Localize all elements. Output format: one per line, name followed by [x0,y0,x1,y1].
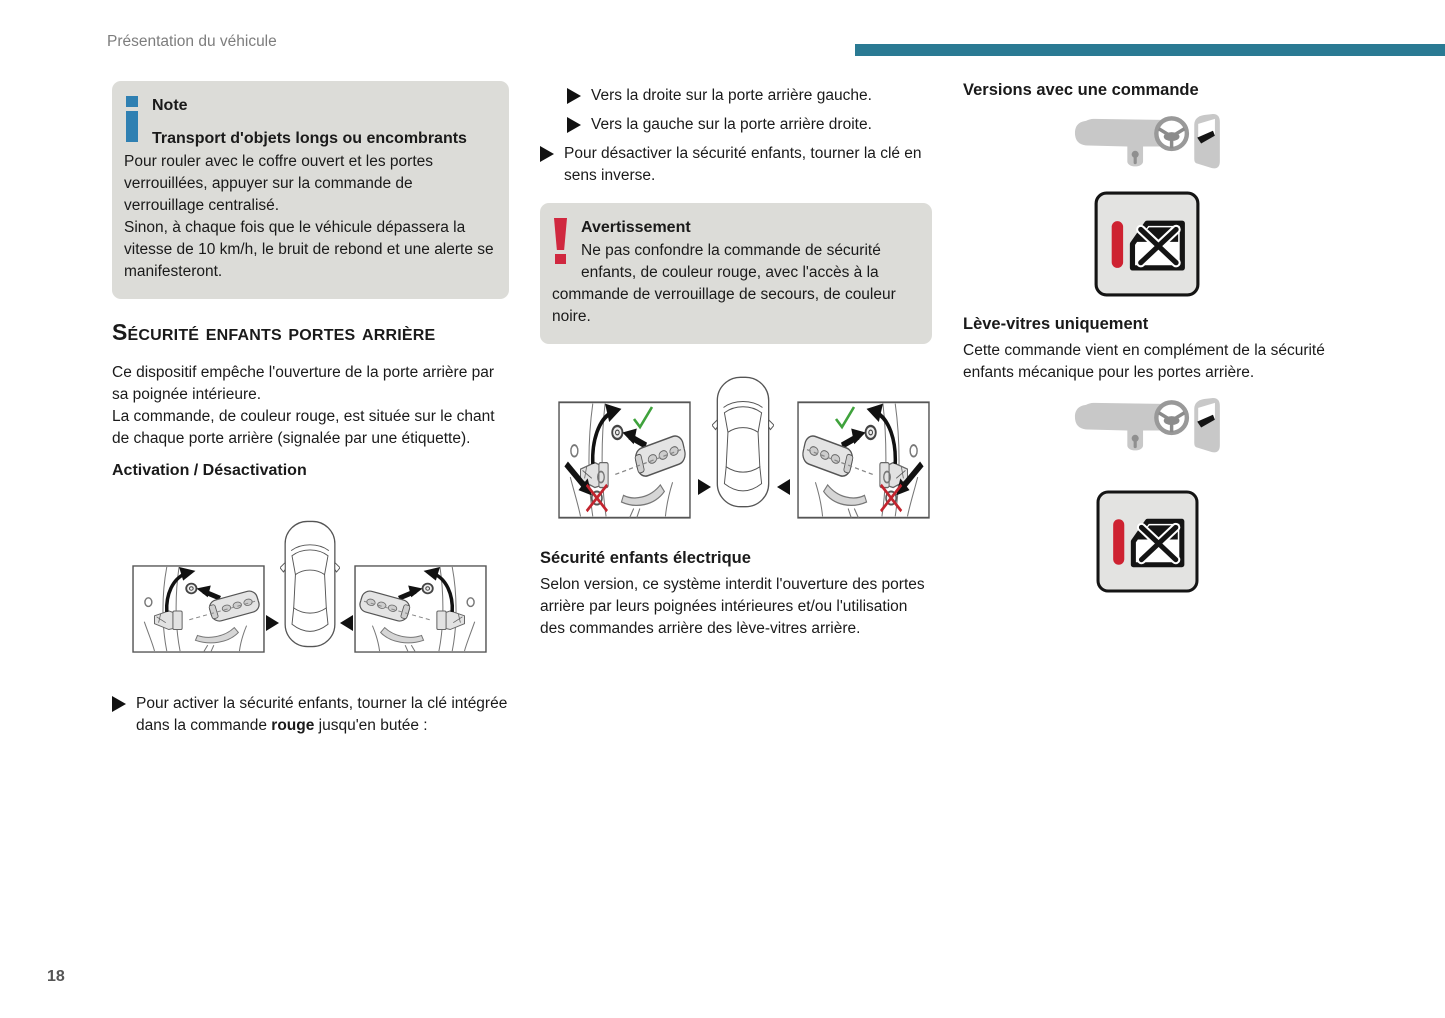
electric-childlock-diagram [548,363,940,521]
list-item: Vers la droite sur la porte arrière gauche. [567,85,932,107]
note-body-2: Sinon, à chaque fois que le véhicule dépassera la vitesse de 10 km/h, le bruit de rebond et une alerte se manifesteront. [124,219,494,280]
right-triangle-icon [540,146,554,162]
right-triangle-icon [266,615,279,631]
activation-diagram [122,511,497,657]
door-scene-right [355,566,486,652]
note-subtitle: Transport d'objets longs ou encombrants [152,130,467,147]
dashboard-key-door-icon [1072,396,1222,459]
note-title: Note [152,97,188,114]
subsection-title: Activation / Désactivation [112,462,307,479]
note-box [112,81,509,299]
warning-body: Ne pas confondre la commande de sécurité enfants, de couleur rouge, avec l'accès à la commande de verrouillage de secours, de couleur noire. [552,242,896,325]
car-top-view-icon [712,377,774,506]
right-triangle-icon [112,696,126,712]
left-triangle-icon [340,615,353,631]
list-item: Vers la gauche sur la porte arrière droite. [567,114,932,136]
column-1 [112,81,509,737]
header-accent-bar [855,44,1445,56]
door-scene-left [559,402,690,517]
exclamation-icon [554,218,567,264]
versions-heading: Versions avec une commande [963,81,1199,99]
door-scene-left [133,566,264,652]
activation-instruction: Pour activer la sécurité enfants, tourner la clé intégrée dans la commande rouge jusqu'en butée : [112,693,509,737]
page-header-title: Présentation du véhicule [107,33,277,50]
levevitres-body: Cette commande vient en complément de la sécurité enfants mécanique pour les portes arrière. [963,342,1325,381]
right-triangle-icon [567,88,581,104]
column-3 [963,81,1331,737]
page-number: 18 [47,968,65,985]
list-item: Pour désactiver la sécurité enfants, tourner la clé en sens inverse. [540,143,932,187]
info-icon [126,96,138,142]
intro-paragraph-2: La commande, de couleur rouge, est située sur le chant de chaque porte arrière (signalée par une étiquette). [112,408,495,447]
section-title: Sécurité enfants portes arrière [112,319,436,345]
dashboard-key-door-icon [1072,112,1222,175]
car-top-view-icon [280,521,340,646]
warning-title: Avertissement [581,219,691,236]
direction-bullets [540,85,932,187]
door-scene-right [798,402,929,517]
window-lock-button-icon [1095,489,1200,594]
right-triangle-icon [567,117,581,133]
electric-heading: Sécurité enfants électrique [540,549,751,567]
note-body-1: Pour rouler avec le coffre ouvert et les portes verrouillées, appuyer sur la commande de verrouillage centralisé. [124,153,434,214]
levevitres-heading: Lève-vitres uniquement [963,315,1149,333]
left-triangle-icon [777,479,790,495]
warning-box [540,203,932,344]
column-2 [540,81,932,737]
window-lock-button-icon [1093,190,1201,298]
intro-paragraph-1: Ce dispositif empêche l'ouverture de la porte arrière par sa poignée intérieure. [112,364,495,403]
content-columns [112,81,1331,737]
electric-body: Selon version, ce système interdit l'ouverture des portes arrière par leurs poignées intérieures et/ou l'utilisation des commandes arrière des lève-vitres arrière. [540,576,925,637]
right-triangle-icon [698,479,711,495]
